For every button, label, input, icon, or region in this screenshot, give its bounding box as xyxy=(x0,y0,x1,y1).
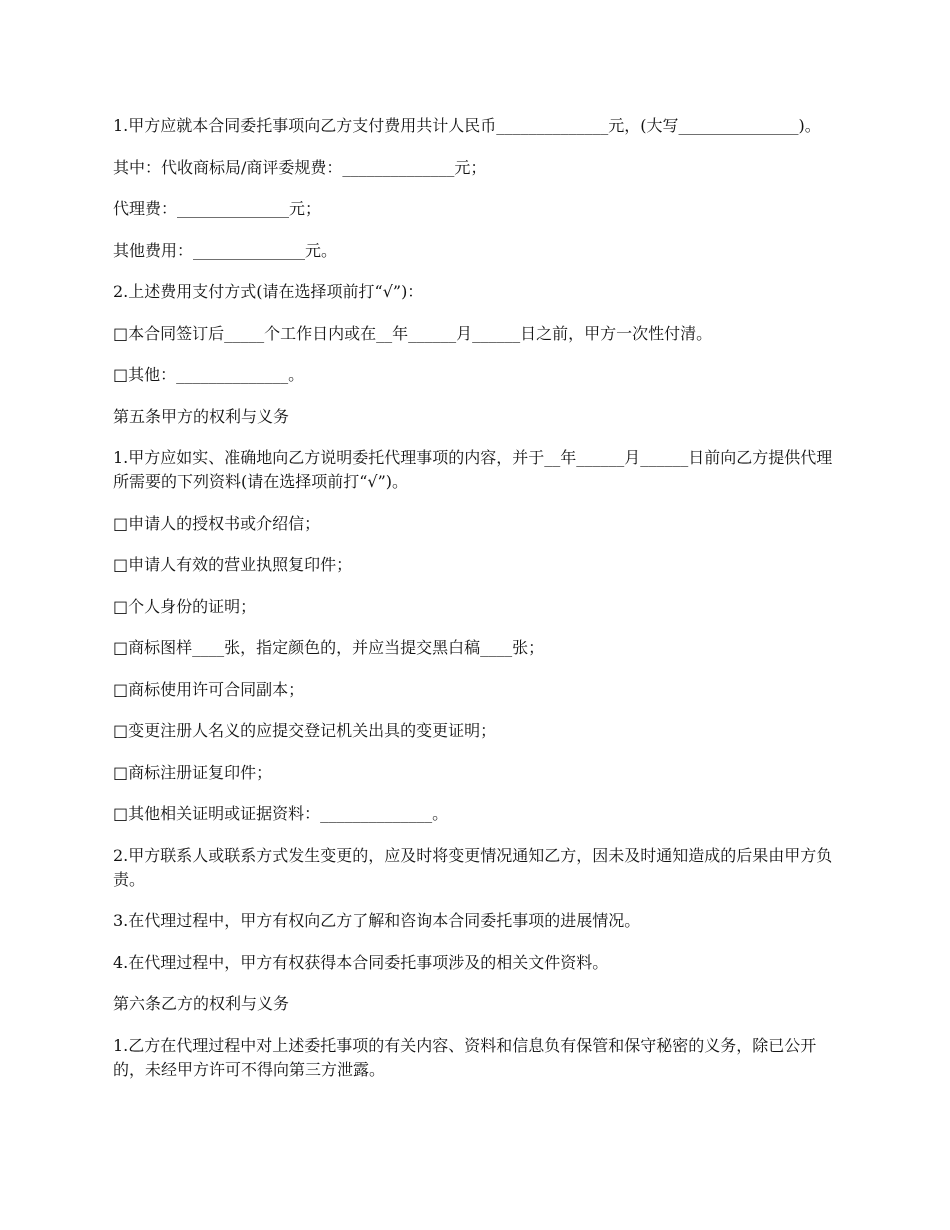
material-option-business-license: □申请人有效的营业执照复印件； xyxy=(113,555,353,574)
payment-method-clause: 2.上述费用支付方式(请在选择项前打“√”)： xyxy=(113,282,424,301)
payment-option-other: □其他：______________。 xyxy=(113,365,305,384)
article-six-heading: 第六条乙方的权利与义务 xyxy=(113,994,290,1013)
material-option-registration-copy: □商标注册证复印件； xyxy=(113,762,273,782)
article-five-clause-2: 2.甲方联系人或联系方式发生变更的，应及时将变更情况通知乙方，因未及时通知造成的后果由甲方负责。 xyxy=(113,845,833,889)
material-option-trademark-sample: □商标图样____张，指定颜色的，并应当提交黑白稿____张； xyxy=(113,638,545,657)
material-option-authorization: □申请人的授权书或介绍信； xyxy=(113,513,321,533)
article-five-clause-1: 1.甲方应如实、准确地向乙方说明委托代理事项的内容，并于__年______月______日前向乙方提供代理所需要的下列资料(请在选择项前打“√”)。 xyxy=(113,448,833,491)
article-six-clause-1: 1.乙方在代理过程中对上述委托事项的有关内容、资料和信息负有保管和保守秘密的义务，除已公开的，未经甲方许可不得向第三方泄露。 xyxy=(113,1035,817,1079)
article-five-clause-3: 3.在代理过程中，甲方有权向乙方了解和咨询本合同委托事项的进展情况。 xyxy=(113,911,641,930)
material-option-identity: □个人身份的证明； xyxy=(113,596,257,616)
document-body xyxy=(113,114,835,1099)
material-option-change-certificate: □变更注册人名义的应提交登记机关出具的变更证明； xyxy=(113,721,497,740)
payment-option-lump-sum: □本合同签订后_____个工作日内或在__年______月______日之前，甲方一次性付清。 xyxy=(113,323,713,343)
article-five-heading: 第五条甲方的权利与义务 xyxy=(113,406,290,426)
material-option-other-evidence: □其他相关证明或证据资料：______________。 xyxy=(113,804,449,823)
fee-agency-clause: 代理费：______________元； xyxy=(113,199,322,218)
material-option-license-contract: □商标使用许可合同副本； xyxy=(113,679,305,699)
article-five-clause-4: 4.在代理过程中，甲方有权获得本合同委托事项涉及的相关文件资料。 xyxy=(113,952,609,972)
fee-official-clause: 其中：代收商标局/商评委规费：______________元； xyxy=(113,157,487,177)
fee-other-clause: 其他费用：______________元。 xyxy=(113,240,338,260)
fee-total-clause: 1.甲方应就本合同委托事项向乙方支付费用共计人民币______________元，(大写_______________)。 xyxy=(113,116,821,135)
